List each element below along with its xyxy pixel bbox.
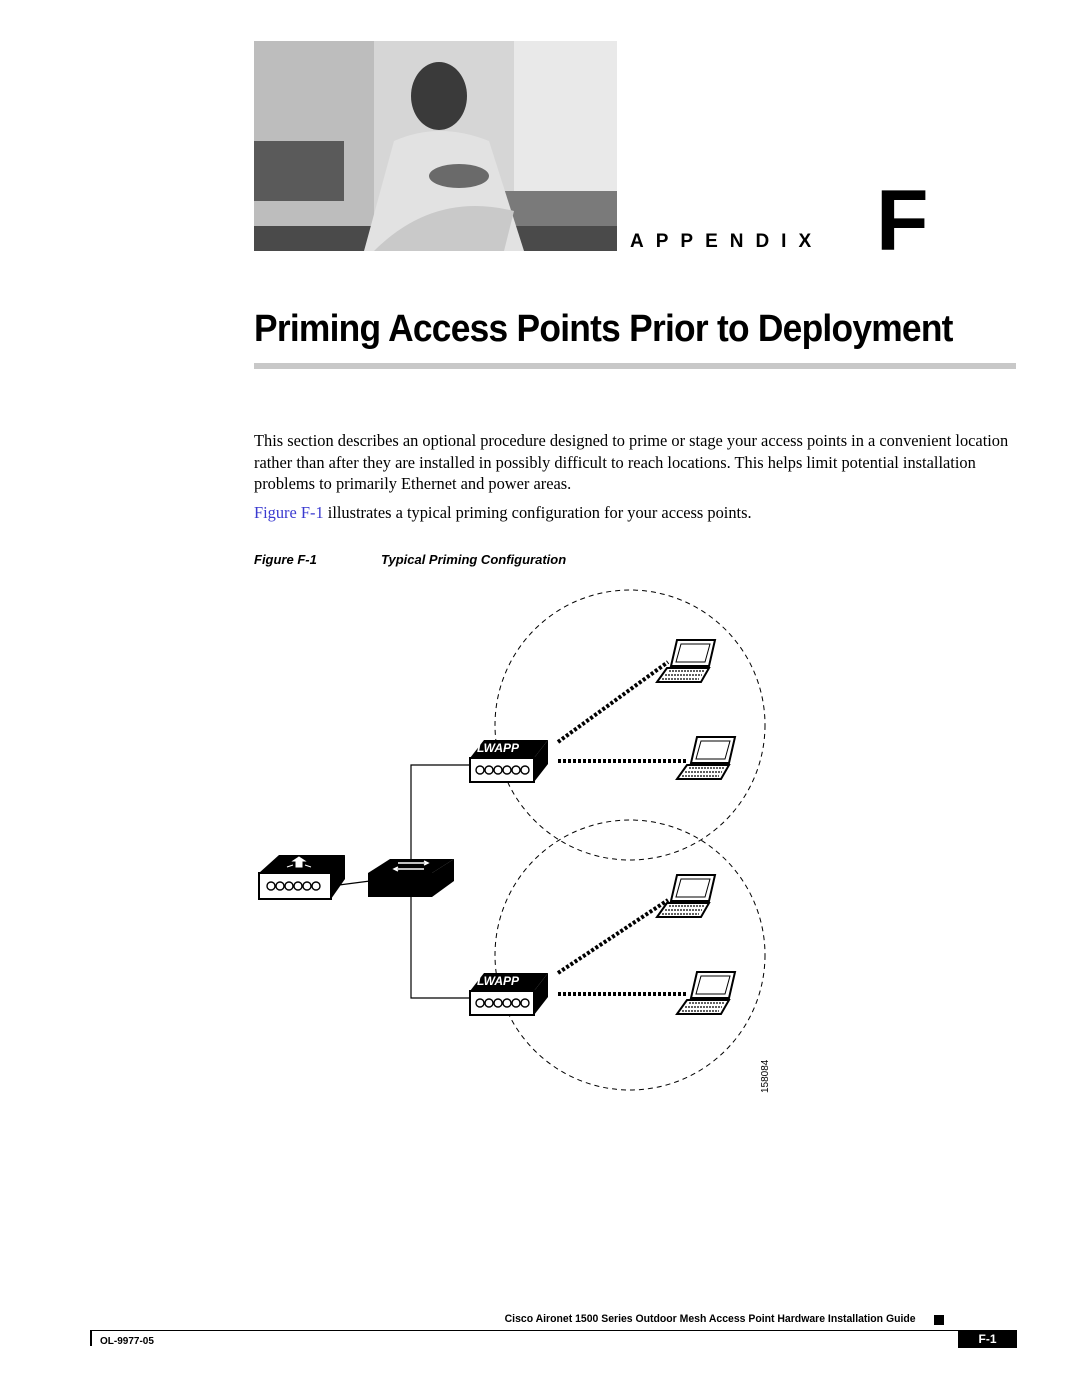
footer-rule <box>90 1330 1017 1331</box>
laptop-icon <box>657 875 715 917</box>
laptop-icon <box>657 640 715 682</box>
wireless-link-bottom-1 <box>558 900 668 973</box>
footer-guide-title: Cisco Aironet 1500 Series Outdoor Mesh Access Point Hardware Installation Guide <box>505 1313 916 1325</box>
title-rule <box>254 363 1016 369</box>
page-title: Priming Access Points Prior to Deployment <box>254 308 953 350</box>
laptop-icon <box>677 737 735 779</box>
priming-configuration-figure <box>250 585 780 1120</box>
figure-link[interactable]: Figure F-1 <box>254 503 324 522</box>
figure-reference-paragraph <box>254 502 1016 524</box>
controller-icon <box>259 855 345 899</box>
switch-icon <box>368 859 454 897</box>
footer-tick <box>90 1330 92 1346</box>
figure-id: 158084 <box>760 1059 771 1093</box>
footer-doc-number: OL-9977-05 <box>100 1336 154 1347</box>
figure-caption-label: Figure F-1 <box>254 552 317 567</box>
header-photo <box>254 41 617 251</box>
intro-paragraph: This section describes an optional procedure designed to prime or stage your access points in a convenient location rather than after they are installed in possibly difficult to reach locations. This helps limit potential installation problems to primarily Ethernet and power areas. <box>254 431 1009 493</box>
coverage-circle-top <box>495 590 765 860</box>
footer-marker <box>934 1315 944 1325</box>
page-number: F-1 <box>958 1331 1017 1348</box>
wireless-link-top-1 <box>558 662 668 742</box>
appendix-letter: F <box>876 173 929 269</box>
access-point-top-label: LWAPP <box>477 741 520 755</box>
figure-reference-text: illustrates a typical priming configuration for your access points. <box>323 503 752 522</box>
access-point-bottom-label: LWAPP <box>477 974 520 988</box>
appendix-label: APPENDIX <box>630 231 824 252</box>
figure-caption-title: Typical Priming Configuration <box>381 552 567 567</box>
